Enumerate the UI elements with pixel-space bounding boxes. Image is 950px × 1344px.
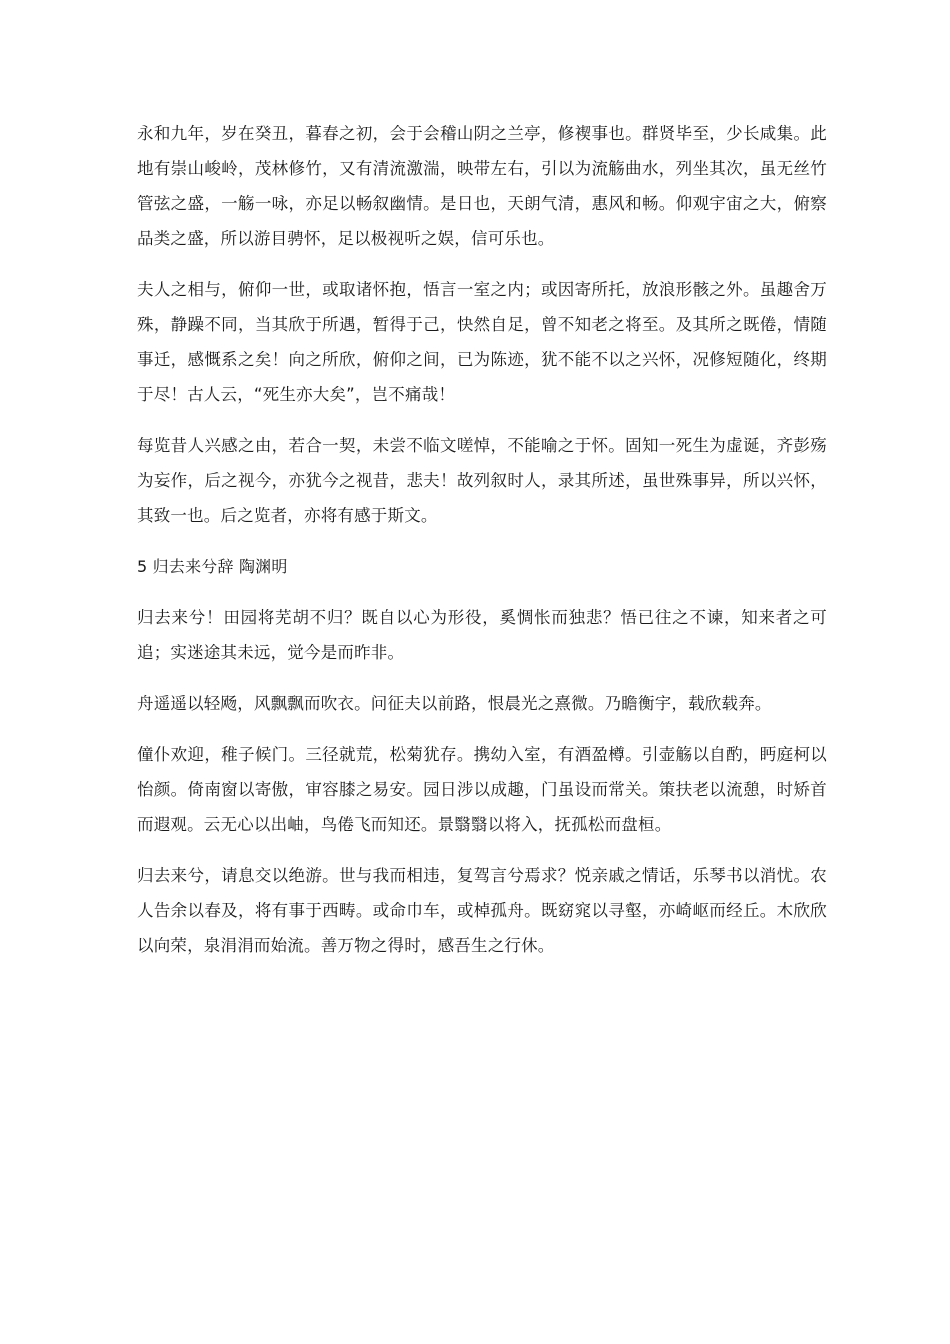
paragraph-lanting-2: 夫人之相与，俯仰一世，或取诸怀抱，悟言一室之内；或因寄所托，放浪形骸之外。虽趣舍万殊，静躁不同，当其欣于所遇，暂得于己，快然自足，曾不知老之将至。及其所之既倦，情随事迁，感慨系之矣！向之所欣，俯仰之间，已为陈迹，犹不能不以之兴怀，况修短随化，终期于尽！古人云，“死生亦大矣”，岂不痛哉！ [137,280,827,404]
paragraph-guiqulai-4: 归去来兮，请息交以绝游。世与我而相违，复驾言兮焉求？悦亲戚之情话，乐琴书以消忧。农人告余以春及，将有事于西畴。或命巾车，或棹孤舟。既窈窕以寻壑，亦崎岖而经丘。木欣欣以向荣，泉涓涓而始流。善万物之得时，感吾生之行休。 [137,866,827,955]
paragraph-guiqulai-1: 归去来兮！田园将芜胡不归？既自以心为形役，奚惆怅而独悲？悟已往之不谏，知来者之可追；实迷途其未远，觉今是而昨非。 [137,608,827,662]
paragraph-guiqulai-2: 舟遥遥以轻飏，风飘飘而吹衣。问征夫以前路，恨晨光之熹微。乃瞻衡宇，载欣载奔。 [137,694,772,713]
section-heading: 5 归去来兮辞 陶渊明 [137,557,288,576]
paragraph-lanting-3: 每览昔人兴感之由，若合一契，未尝不临文嗟悼，不能喻之于怀。固知一死生为虚诞，齐彭殇为妄作，后之视今，亦犹今之视昔，悲夫！故列叙时人，录其所述，虽世殊事异，所以兴怀，其致一也。后之览者，亦将有感于斯文。 [137,436,827,525]
paragraph-lanting-1: 永和九年，岁在癸丑，暮春之初，会于会稽山阴之兰亭，修褉事也。群贤毕至，少长咸集。此地有崇山峻岭，茂林修竹，又有清流激湍，映带左右，引以为流觞曲水，列坐其次，虽无丝竹管弦之盛，一觞一咏，亦足以畅叙幽情。是日也，天朗气清，惠风和畅。仰观宇宙之大，俯察品类之盛，所以游目骋怀，足以极视听之娱，信可乐也。 [137,124,827,248]
document-body [137,116,827,979]
paragraph-guiqulai-3: 僮仆欢迎，稚子候门。三径就荒，松菊犹存。携幼入室，有酒盈樽。引壶觞以自酌，眄庭柯以怡颜。倚南窗以寄傲，审容膝之易安。园日涉以成趣，门虽设而常关。策扶老以流憩，时矫首而遐观。云无心以出岫，鸟倦飞而知还。景翳翳以将入，抚孤松而盘桓。 [137,745,827,834]
